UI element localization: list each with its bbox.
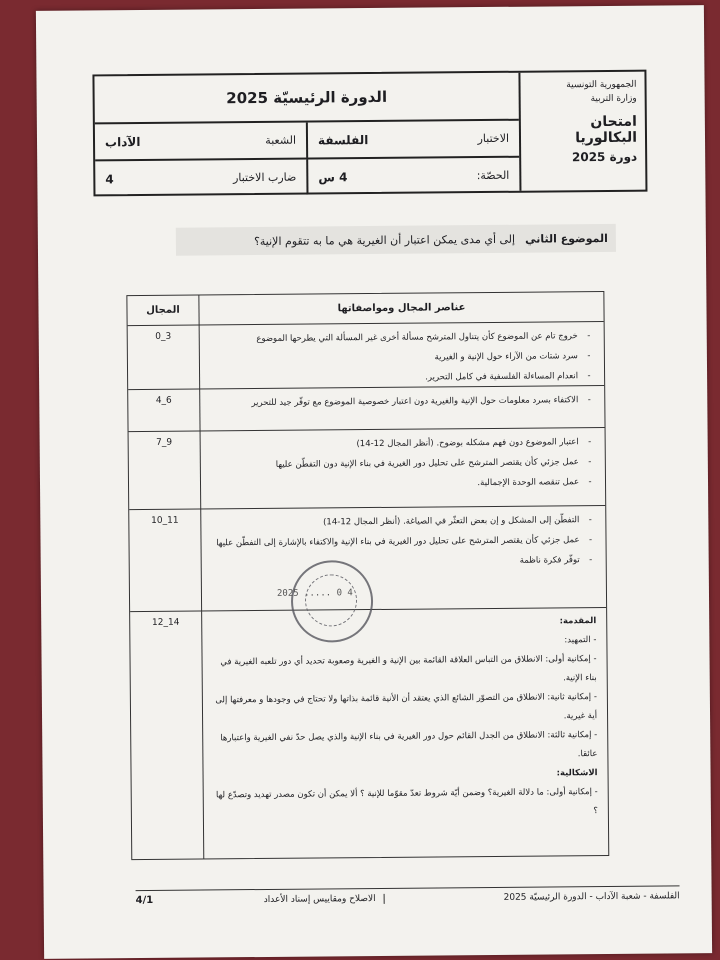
page-footer bbox=[136, 885, 680, 906]
criteria-text: عمل تنقصه الوحدة الإجمالية. bbox=[477, 477, 580, 489]
criteria-cell bbox=[201, 506, 606, 611]
coefficient-cell bbox=[95, 160, 308, 197]
official-seal bbox=[291, 560, 374, 643]
bullet-dash: - bbox=[588, 477, 592, 488]
bullet-dash: - bbox=[588, 437, 592, 448]
criteria-text: خروج تام عن الموضوع كأن يتناول المترشح مسألة أخرى غير المسألة التي يطرحها الموضوع bbox=[256, 331, 578, 345]
range-cell: 9_7 bbox=[129, 432, 202, 510]
intro-heading: المقدمة: bbox=[559, 616, 597, 627]
criteria-cell bbox=[201, 428, 606, 509]
criteria-column-header: عناصر المجال ومواصفاتها bbox=[337, 301, 466, 314]
essay-guidelines bbox=[202, 608, 608, 859]
possibility-1: - إمكانية أولى: الانطلاق من التباس العلاقة القائمة بين الإنية و الغيرية وصعوبة تحديد أي دور تلعبه الغيرية في بناء الإنية. bbox=[220, 654, 597, 684]
section-cell bbox=[95, 123, 308, 160]
page-number: 4/1 bbox=[135, 894, 154, 907]
topic-label: الموضوع الثاني bbox=[524, 231, 608, 246]
range-cell: 14_12 bbox=[130, 612, 204, 860]
bullet-dash: - bbox=[587, 331, 591, 342]
possibility-3: - إمكانية ثالثة: الانطلاق من الجدل القائم حول دور الغيرية في بناء الإنية والذي يصل حدّ نفي الغيرية واعتبارها عائقا. bbox=[220, 730, 598, 760]
range-column-header: المجال bbox=[127, 296, 199, 326]
bullet-dash: - bbox=[587, 395, 591, 406]
header-institution bbox=[518, 72, 645, 191]
criteria-item bbox=[212, 550, 596, 573]
duration-value: 4 س bbox=[318, 169, 348, 184]
bullet-dash: - bbox=[588, 457, 592, 468]
coefficient-value: 4 bbox=[105, 171, 114, 186]
footer-exam-info: الفلسفة - شعبة الآداب - الدورة الرئيسيّة 2025 bbox=[503, 890, 680, 903]
republic-label: الجمهورية التونسية bbox=[566, 79, 637, 91]
bullet-dash: - bbox=[588, 515, 592, 526]
duration-label: الحصّة: bbox=[476, 168, 510, 183]
problem-heading: الاشكالية: bbox=[556, 768, 598, 779]
preface-heading: - التمهيد: bbox=[564, 635, 597, 646]
header-row-subject bbox=[95, 121, 519, 162]
subject-value: الفلسفة bbox=[317, 132, 369, 147]
criteria-cell bbox=[200, 322, 605, 389]
section-label: الشعبة bbox=[265, 133, 297, 147]
criteria-item bbox=[211, 472, 595, 495]
problem-possibility-1: - إمكانية أولى: ما دلالة الغيرية؟ وضمن أيّة شروط تعدّ مقوّما للإنية ؟ ألا يمكن أن تكون مصدر تهديد وتصدّع لها ؟ bbox=[215, 787, 598, 817]
topic-banner bbox=[176, 224, 616, 256]
exam-title: امتحان البكالوريا bbox=[575, 113, 638, 147]
criteria-text: توفّر فكرة ناظمة bbox=[519, 555, 580, 566]
subject-cell bbox=[308, 121, 519, 158]
subject-label: الاختبار bbox=[477, 131, 510, 146]
criteria-item bbox=[210, 390, 594, 413]
possibility-2: - إمكانية ثانية: الانطلاق من التصوّر الشائع الذي يعتقد أن الأنية قائمة بذاتها ولا تحتاج في وجودها و معرفتها إلى أية غيرية. bbox=[215, 692, 598, 722]
ministry-label: وزارة التربية bbox=[590, 93, 637, 105]
duration-cell bbox=[308, 158, 519, 195]
grid-row-0 bbox=[128, 322, 605, 390]
criteria-text: انعدام المساءلة الفلسفية في كامل التحرير. bbox=[425, 371, 579, 383]
main-session-title: الدورة الرئيسيّة 2025 bbox=[94, 73, 518, 125]
grid-row-2 bbox=[129, 428, 606, 510]
criteria-text: التفطّن إلى المشكل و إن بعض التعثّر في الصياغة. (أنظر المجال 12-14) bbox=[323, 515, 580, 528]
bullet-dash: - bbox=[587, 371, 591, 382]
criteria-text: الاكتفاء بسرد معلومات حول الإنية والغيرية دون اعتبار خصوصية الموضوع مع توفّر جيد للتحرير bbox=[251, 395, 579, 409]
criteria-text: سرد شتات من الآراء حول الإنية و الغيرية bbox=[434, 351, 578, 363]
bullet-dash: - bbox=[588, 535, 593, 546]
section-value: الآداب bbox=[104, 134, 141, 149]
criteria-text: اعتبار الموضوع دون فهم مشكله بوضوح. (أنظر المجال 12-14) bbox=[356, 437, 579, 450]
grid-row-1 bbox=[128, 386, 604, 432]
criteria-cell bbox=[200, 386, 604, 431]
footer-correction-label: الاصلاح ومقاييس إسناد الأعداد bbox=[176, 893, 385, 905]
criteria-text: عمل جزئي كأن يقتصر المترشح على تحليل دور الغيرية في بناء الإنية دون التفطّن عليها bbox=[275, 457, 579, 470]
grid-header-row bbox=[127, 292, 603, 326]
exam-header bbox=[92, 70, 647, 197]
criteria-text: عمل جزئي كأن يقتصر المترشح على تحليل دور الغيرية في بناء الإنية والاكتفاء بالإشارة إلى التفطّن عليها bbox=[216, 535, 580, 549]
grading-grid bbox=[126, 291, 609, 860]
session-label: دورة 2025 bbox=[571, 149, 638, 165]
header-details bbox=[94, 73, 519, 195]
range-cell: 6_4 bbox=[128, 390, 200, 432]
range-cell: 11_10 bbox=[129, 510, 202, 612]
date-stamp: 2025 ..... 0 4 bbox=[276, 588, 353, 599]
topic-question: إلى أي مدى يمكن اعتبار أن الغيرية هي ما به تتقوم الإنية؟ bbox=[253, 232, 516, 248]
range-cell: 3_0 bbox=[128, 326, 201, 390]
coefficient-label: ضارب الاختبار bbox=[232, 170, 297, 185]
bullet-dash: - bbox=[589, 555, 593, 566]
exam-page bbox=[36, 5, 712, 959]
bullet-dash: - bbox=[587, 351, 591, 362]
grid-row-essay bbox=[130, 608, 608, 859]
header-row-duration bbox=[95, 158, 519, 197]
